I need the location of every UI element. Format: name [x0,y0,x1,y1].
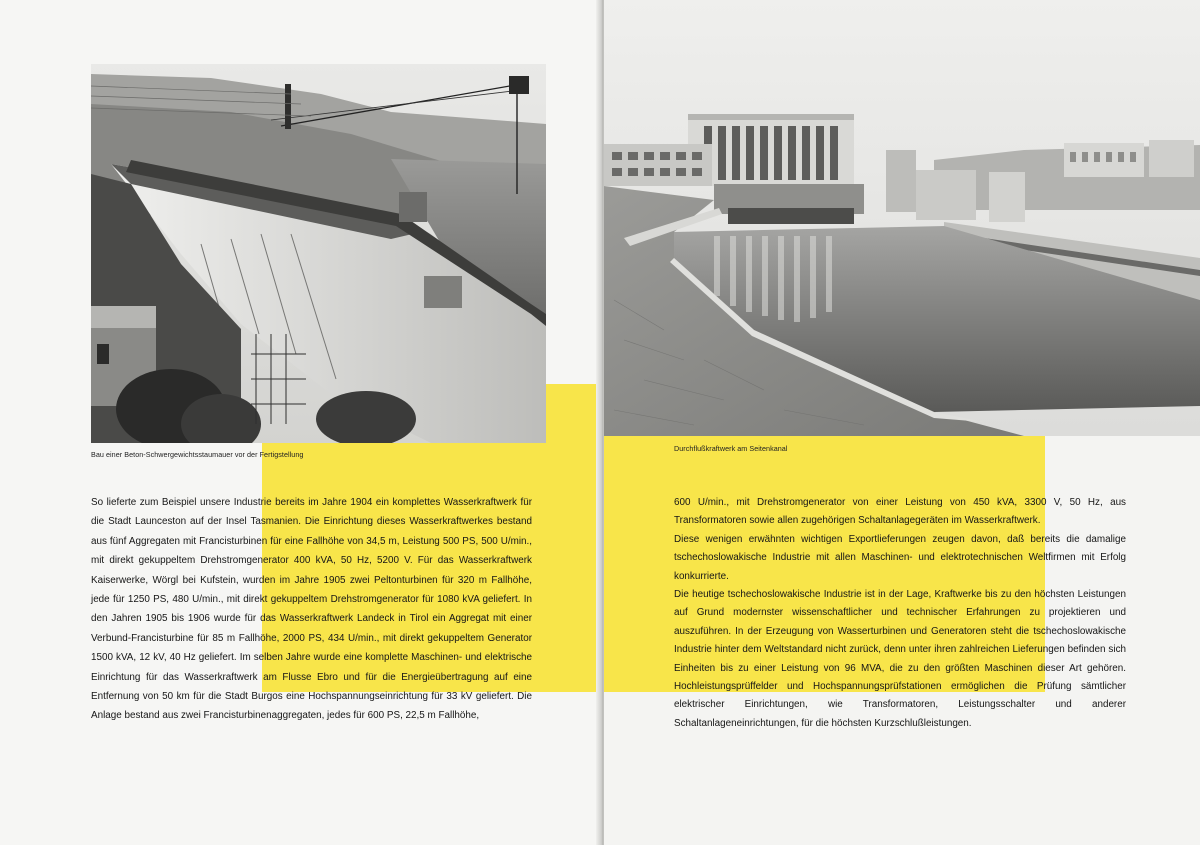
right-page [604,0,1200,845]
right-paragraph-1: 600 U/min., mit Drehstromgenerator von einer Leistung von 450 kVA, 3300 V, 50 Hz, aus Transformatoren sowie allen zugehörigen Schaltanlagegeräten im Wasserkraftwerk. [674,497,1126,527]
power-plant-photo-caption: Durchflußkraftwerk am Seitenkanal [674,444,788,453]
power-plant-canal-photo [604,0,1200,436]
dam-construction-photo [91,64,546,443]
right-body-text [674,494,1126,733]
dam-photo-caption: Bau einer Beton-Schwergewichtsstaumauer vor der Fertigstellung [91,450,304,459]
right-paragraph-3: Die heutige tschechoslowakische Industrie ist in der Lage, Kraftwerke bis zu den höchsten Leistungen auf Grund modernster wissenschaftlicher und technischer Erfahrungen zu projektieren und auszuführen. In der Erzeugung von Wasserturbinen und Generatoren steht die tschechoslowakische Industrie hinter dem Weltstandard nicht zurück, denn unter ihren zahlreichen Lieferungen befinden sich Einheiten bis zu einer Leistung von 96 MVA, die zu den größten Maschinen dieser Art gehören. Hochleistungsprüffelder und Hochspannungsprüfstationen ermöglichen die Prüfung sämtlicher elektrischer Einrichtungen, wie Transformatoren, Leistungsschalter und anderer Schaltanlageneinrichtungen, für die höchsten Kurzschlußleistungen. [674,589,1126,729]
right-paragraph-2: Diese wenigen erwähnten wichtigen Exportlieferungen zeugen davon, daß bereits die damalige tschechoslowakische Industrie mit allen Maschinen- und elektrotechnischen Weltfirmen mit Erfolg konkurrierte. [674,533,1126,582]
left-body-text [91,493,532,726]
left-paragraph: So lieferte zum Beispiel unsere Industrie bereits im Jahre 1904 ein komplettes Wasserkraftwerk für die Stadt Launceston auf der Insel Tasmanien. Die Einrichtung dieses Wasserkraftwerkes bestand aus fünf Aggregaten mit Francisturbinen für eine Fallhöhe von 34,5 m, Leistung 500 PS, 500 U/min., mit direkt gekuppeltem Drehstromgenerator 400 kVA, 50 Hz, 5200 V. Für das Wasserkraftwerk Kaiserwerke, Wörgl bei Kufstein, wurden im Jahre 1905 zwei Peltonturbinen für 320 m Fallhöhe, jede für 1250 PS, 480 U/min., mit direkt gekuppeltem Drehstromgenerator für 1080 kVA geliefert. In den Jahren 1905 bis 1906 wurde für das Wasserkraftwerk Landeck in Tirol ein Aggregat mit einer Verbund-Francisturbine für 85 m Fallhöhe, 2000 PS, 434 U/min., mit direkt gekuppeltem Generator 1500 kVA, 12 kV, 40 Hz geliefert. Im selben Jahre wurde eine komplette Maschinen- und elektrische Einrichtung für das Wasserkraftwerk am Flusse Ebro und für die Energieübertragung auf eine Entfernung von 50 km für die Stadt Burgos eine Hochspannungseinrichtung für 33 kV geliefert. Die Anlage bestand aus zwei Francisturbinenaggregaten, jedes für 600 PS, 22,5 m Fallhöhe, [91,497,532,722]
